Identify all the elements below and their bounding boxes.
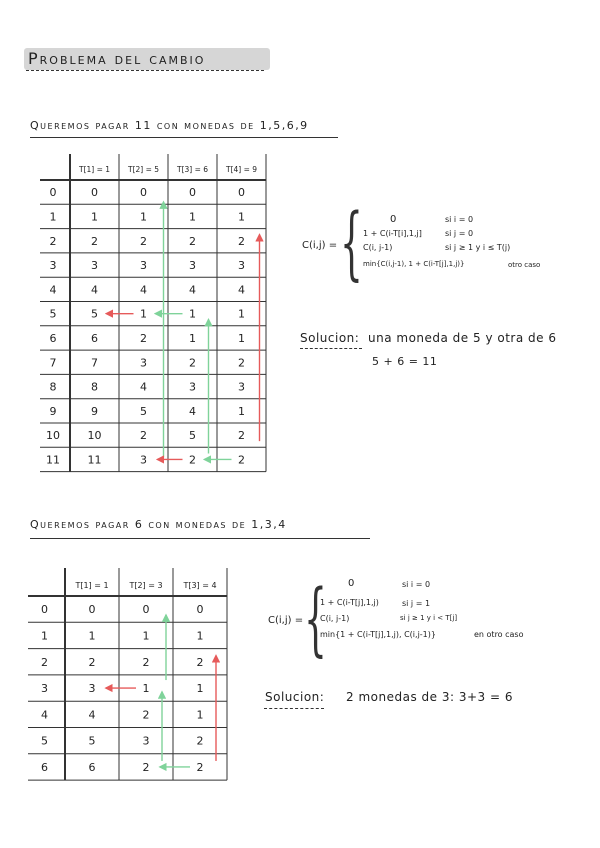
row-label: 4 <box>49 283 57 297</box>
table-cell: 2 <box>238 453 245 467</box>
row-label: 5 <box>49 307 57 321</box>
row-label: 4 <box>41 708 48 722</box>
table-cell: 2 <box>238 429 245 443</box>
section1-heading: Queremos pagar 11 con monedas de 1,5,6,9 <box>30 119 309 132</box>
table-cell: 2 <box>238 356 245 370</box>
section1-heading-line <box>30 137 338 138</box>
solution2-text: 2 monedas de 3: 3+3 = 6 <box>346 690 513 704</box>
formula1-brace: { <box>340 196 363 289</box>
table-cell: 2 <box>189 234 196 248</box>
row-label: 11 <box>46 453 60 467</box>
solution1-text: una moneda de 5 y otra de 6 <box>368 331 557 345</box>
table-cell: 0 <box>196 603 204 617</box>
table-cell: 0 <box>140 186 147 200</box>
table-cell: 4 <box>140 283 147 297</box>
row-label: 7 <box>49 356 57 370</box>
table-cell: 6 <box>88 760 96 774</box>
table-cell: 1 <box>238 331 245 345</box>
row-label: 1 <box>41 629 48 643</box>
formula2-case2-cond: si j = 1 <box>402 599 431 608</box>
table-cell: 1 <box>189 331 196 345</box>
table-cell: 3 <box>142 734 150 748</box>
row-label: 1 <box>49 210 57 224</box>
table-cell: 2 <box>91 234 98 248</box>
table-cell: 4 <box>189 283 196 297</box>
row-label: 10 <box>46 429 60 443</box>
formula1-case4-cond: otro caso <box>508 261 541 269</box>
table-cell: 8 <box>91 380 98 394</box>
formula1-case1-cond: si i = 0 <box>445 215 474 224</box>
table-cell: 6 <box>91 331 98 345</box>
table-cell: 3 <box>189 259 196 273</box>
solution1-sum: 5 + 6 = 11 <box>372 355 438 368</box>
column-header: T[3] = 6 <box>176 165 209 174</box>
table-cell: 3 <box>91 259 98 273</box>
table-cell: 0 <box>238 186 245 200</box>
table-cell: 1 <box>142 629 150 643</box>
table-cell: 3 <box>140 356 147 370</box>
row-label: 2 <box>49 234 57 248</box>
formula1-case2-cond: si j = 0 <box>445 229 474 238</box>
table-cell: 1 <box>196 629 204 643</box>
formula1-lhs: C(i,j) = <box>302 240 338 251</box>
table-cell: 3 <box>140 453 147 467</box>
row-label: 6 <box>49 331 57 345</box>
table-cell: 2 <box>189 453 196 467</box>
solution2-label: Solucion: <box>265 690 325 704</box>
table-cell: 0 <box>88 603 96 617</box>
table-cell: 11 <box>87 453 102 467</box>
column-header: T[1] = 1 <box>78 165 111 174</box>
formula2-brace: { <box>304 572 327 665</box>
section1-table <box>40 150 280 480</box>
table-cell: 5 <box>91 307 98 321</box>
table-cell: 2 <box>142 760 150 774</box>
section2-heading: Queremos pagar 6 con monedas de 1,3,4 <box>30 518 287 531</box>
formula1-case1-expr: 0 <box>390 214 397 225</box>
row-label: 6 <box>41 760 48 774</box>
table-cell: 2 <box>196 734 204 748</box>
table-cell: 3 <box>238 259 245 273</box>
table-cell: 3 <box>189 380 196 394</box>
formula1-case4-expr: min{C(i,j-1), 1 + C(i-T[j],1,j)} <box>363 260 465 268</box>
formula1-case3-expr: C(i, j-1) <box>363 243 393 252</box>
table-cell: 2 <box>140 331 147 345</box>
formula2-case1-expr: 0 <box>348 578 355 589</box>
table-cell: 1 <box>196 708 204 722</box>
formula2-case2-expr: 1 + C(i-T[j],1,j) <box>320 598 379 607</box>
table-cell: 1 <box>189 210 196 224</box>
table-cell: 4 <box>189 404 196 418</box>
solution1-label: Solucion: <box>300 331 360 345</box>
title-underline <box>26 70 264 71</box>
row-label: 9 <box>49 404 57 418</box>
table-cell: 5 <box>140 404 147 418</box>
column-header: T[4] = 9 <box>225 165 258 174</box>
table-cell: 5 <box>189 429 196 443</box>
column-header: T[3] = 4 <box>183 581 217 590</box>
formula1-case2-expr: 1 + C(i-T[i],1,j] <box>363 229 422 238</box>
row-label: 5 <box>41 734 48 748</box>
table-cell: 1 <box>91 210 98 224</box>
row-label: 2 <box>41 655 48 669</box>
formula2-case3-expr: C(i, j-1) <box>320 614 350 623</box>
table-cell: 5 <box>88 734 96 748</box>
table-cell: 1 <box>238 404 245 418</box>
solution1-underline <box>300 348 362 349</box>
table-cell: 2 <box>196 760 204 774</box>
table-cell: 2 <box>189 356 196 370</box>
table-cell: 2 <box>142 708 150 722</box>
row-label: 3 <box>49 259 57 273</box>
table-cell: 4 <box>238 283 245 297</box>
table-cell: 0 <box>91 186 98 200</box>
table-cell: 2 <box>142 655 150 669</box>
formula2-case3-cond: si j ≥ 1 y i < T[j] <box>400 614 458 622</box>
table-cell: 4 <box>91 283 98 297</box>
table-cell: 9 <box>91 404 98 418</box>
table-cell: 2 <box>88 655 96 669</box>
column-header: T[2] = 5 <box>127 165 160 174</box>
row-label: 0 <box>49 186 57 200</box>
table-cell: 7 <box>91 356 98 370</box>
table-cell: 10 <box>87 429 102 443</box>
table-cell: 1 <box>142 682 150 696</box>
table-cell: 3 <box>238 380 245 394</box>
row-label: 0 <box>41 603 48 617</box>
column-header: T[1] = 1 <box>75 581 109 590</box>
formula2-case1-cond: si i = 0 <box>402 580 431 589</box>
table-cell: 1 <box>238 307 245 321</box>
table-cell: 1 <box>189 307 196 321</box>
row-label: 8 <box>49 380 57 394</box>
row-label: 3 <box>41 682 48 696</box>
formula1-case3-cond: si j ≥ 1 y i ≤ T(j) <box>445 243 511 252</box>
table-cell: 1 <box>140 210 147 224</box>
table-cell: 0 <box>189 186 196 200</box>
table-cell: 4 <box>140 380 147 394</box>
table-cell: 0 <box>142 603 150 617</box>
column-header: T[2] = 3 <box>129 581 163 590</box>
section2-table <box>28 566 243 786</box>
formula2-case4-cond: en otro caso <box>474 630 524 639</box>
page-title: Problema del cambio <box>28 49 206 68</box>
formula2-case4-expr: min{1 + C(i-T[j],1,j), C(i,j-1)} <box>320 630 436 639</box>
table-cell: 2 <box>238 234 245 248</box>
table-cell: 1 <box>196 682 204 696</box>
table-cell: 3 <box>88 682 96 696</box>
formula2-lhs: C(i,j) = <box>268 615 304 626</box>
table-cell: 3 <box>140 259 147 273</box>
table-cell: 2 <box>140 234 147 248</box>
table-cell: 1 <box>140 307 147 321</box>
table-cell: 1 <box>238 210 245 224</box>
table-cell: 4 <box>88 708 96 722</box>
table-cell: 1 <box>88 629 96 643</box>
table-cell: 2 <box>140 429 147 443</box>
table-cell: 2 <box>196 655 204 669</box>
solution2-underline <box>264 708 324 709</box>
section2-heading-line <box>30 538 370 539</box>
